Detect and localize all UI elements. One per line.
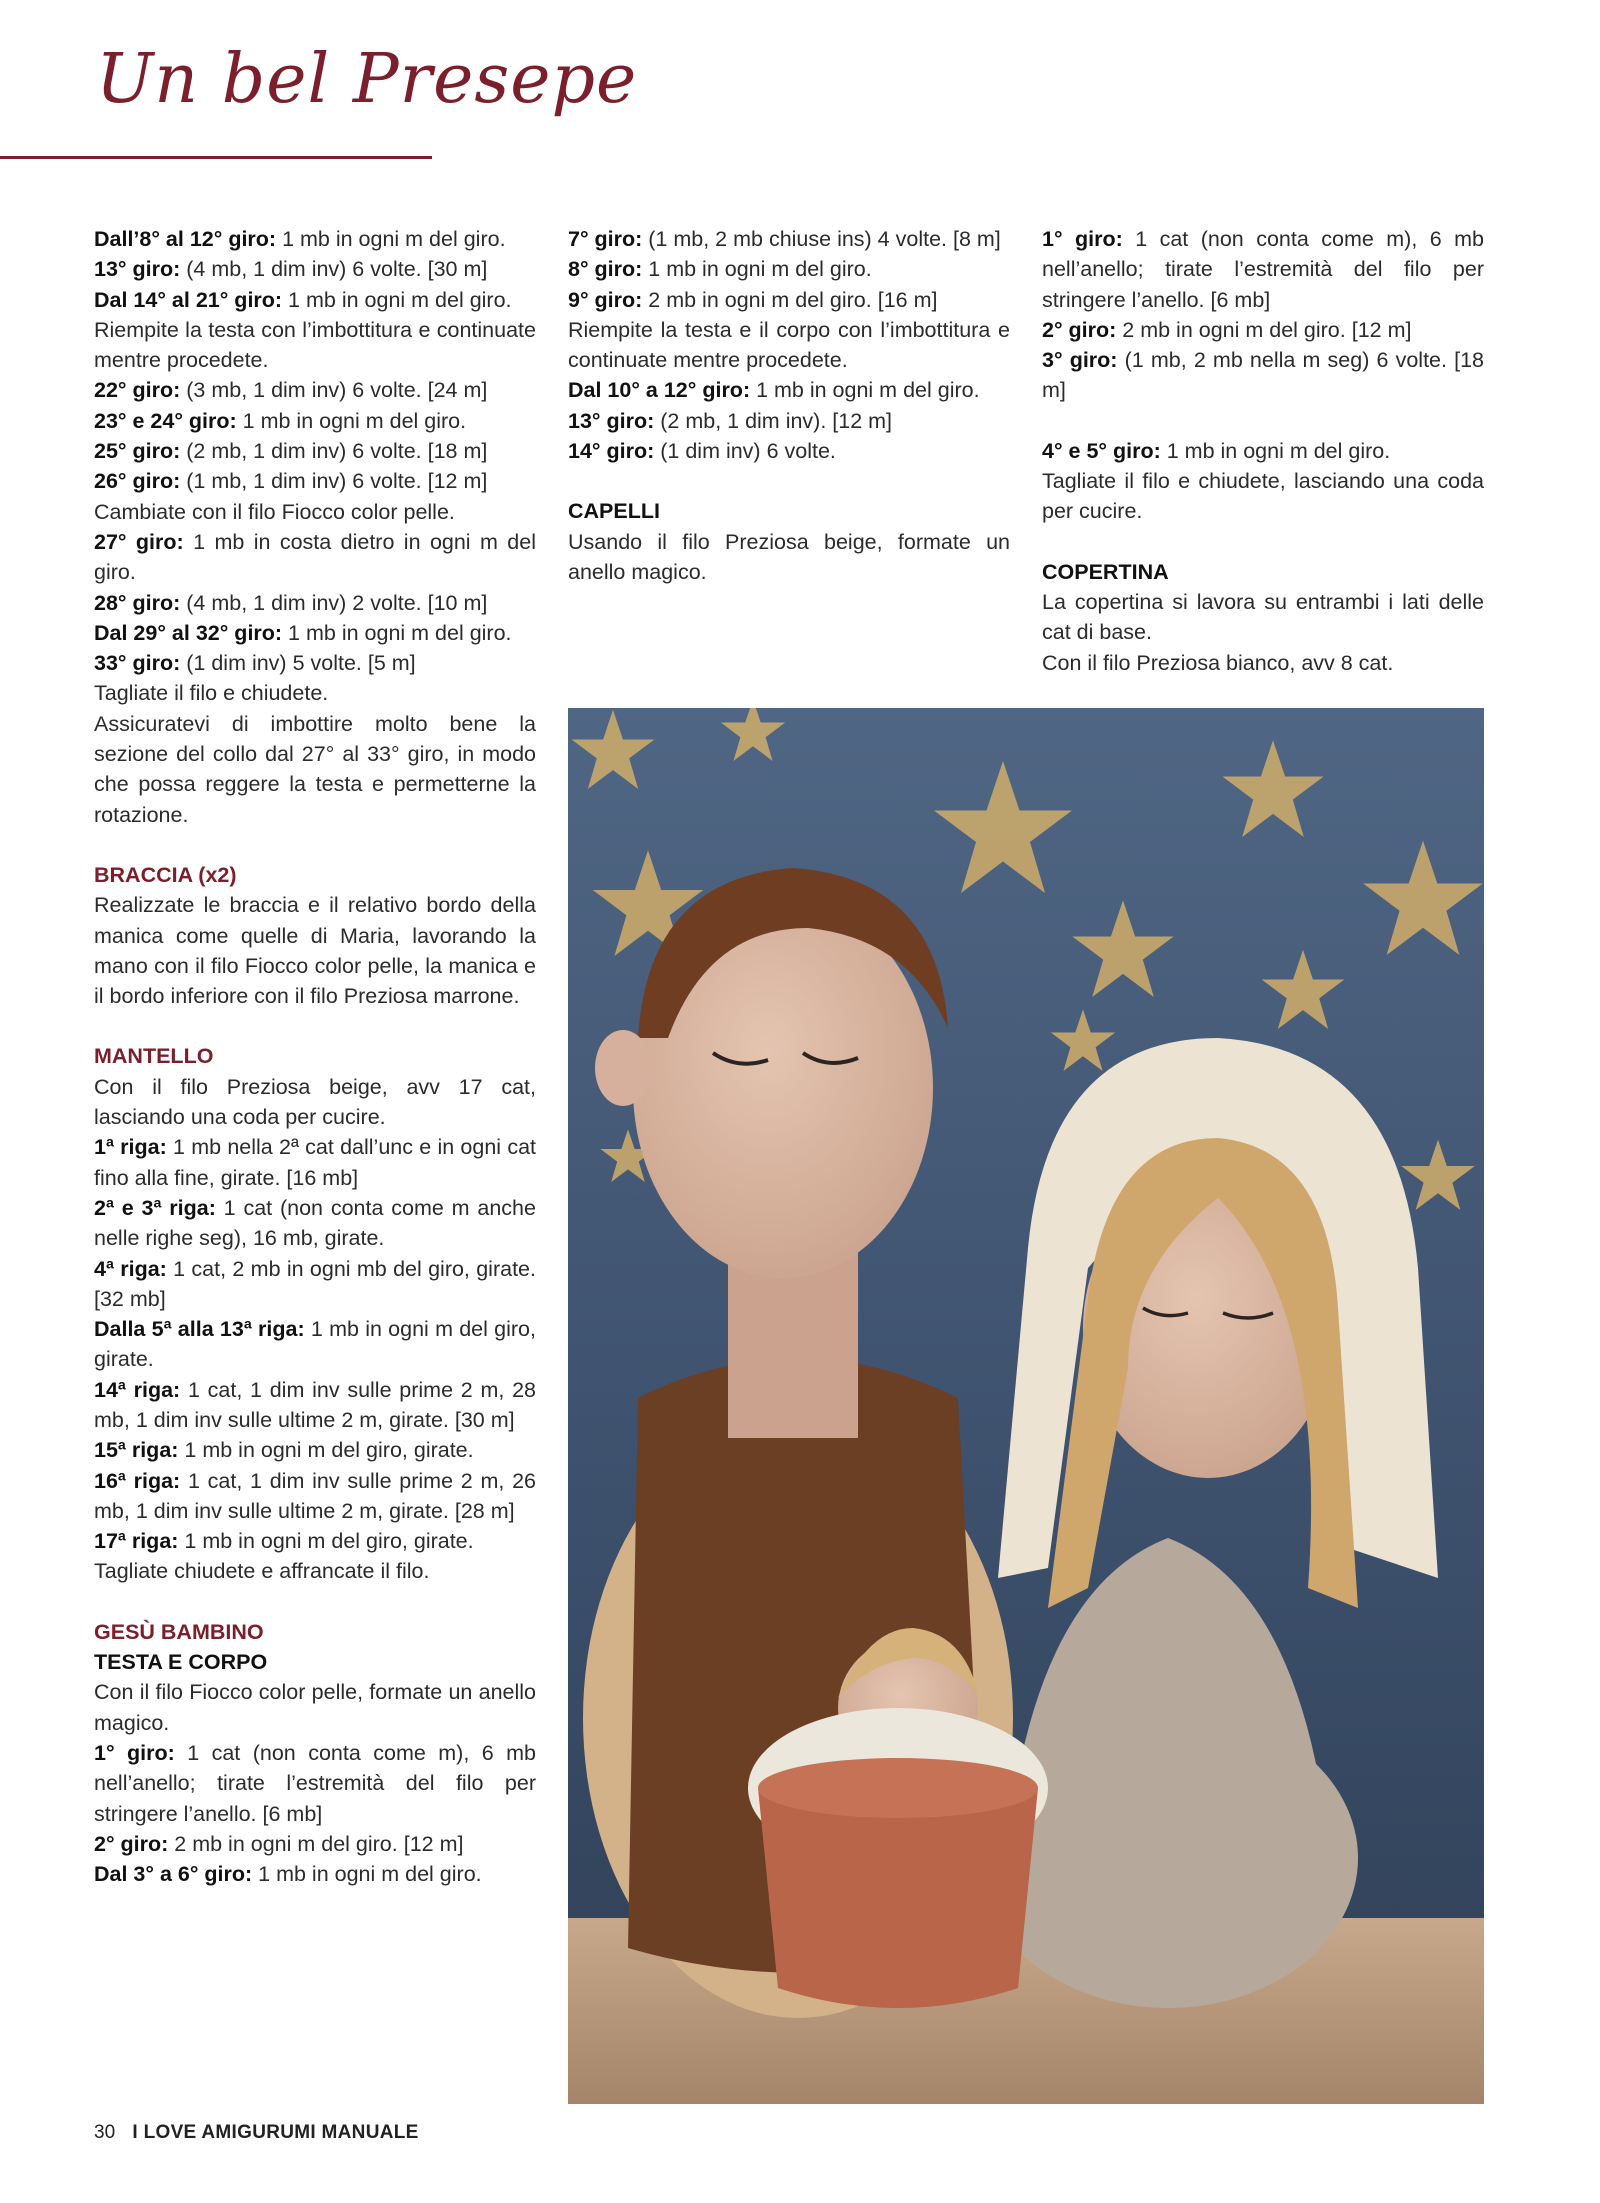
row-text: Realizzate le braccia e il relativo bordo della manica come quelle di Maria, lavorando la mano con il filo Fiocco color pelle, la manica e il bordo inferiore con il filo Preziosa marrone.: [94, 893, 536, 1009]
section-heading: MANTELLO: [94, 1044, 214, 1069]
instruction-line: [94, 1375, 536, 1436]
row-text: (2 mb, 1 dim inv). [12 m]: [654, 408, 893, 433]
row-text: Riempite la testa con l’imbottitura e continuate mentre procedete.: [94, 317, 536, 373]
instruction-line: [94, 709, 536, 830]
instruction-line: [1042, 648, 1484, 678]
row-label: 2° giro:: [1042, 317, 1117, 342]
row-label: 13° giro:: [94, 257, 181, 282]
instruction-line: [568, 436, 1010, 466]
instruction-line: [94, 466, 536, 496]
row-label: 2° giro:: [94, 1831, 169, 1856]
row-text: 1 mb in ogni m del giro.: [1160, 438, 1391, 463]
row-text: 1 cat, 1 dim inv sulle prime 2 m, 26 mb, 1 dim inv sulle ultime 2 m, girate. [28 m]: [94, 1468, 536, 1523]
row-label: 14° giro:: [568, 439, 655, 464]
row-text: 1 mb in ogni m del giro, girate.: [178, 1438, 474, 1463]
row-label: Dal 14° al 21° giro:: [94, 287, 283, 312]
paragraph-spacer: [1042, 527, 1484, 557]
row-text: Riempite la testa e il corpo con l’imbottitura e continuate mentre procedete.: [568, 317, 1010, 373]
row-label: 3° giro:: [1042, 348, 1118, 373]
row-text: 1 cat, 2 mb in ogni mb del giro, girate. [32 mb]: [94, 1256, 536, 1311]
row-label: Dal 10° a 12° giro:: [568, 378, 751, 403]
row-text: Tagliate chiudete e affrancate il filo.: [94, 1559, 430, 1584]
row-label: 8° giro:: [568, 257, 643, 282]
nativity-photo: [568, 708, 1484, 2104]
instruction-line: [94, 1829, 536, 1859]
instruction-line: [94, 618, 536, 648]
row-label: 25° giro:: [94, 439, 181, 464]
row-text: (3 mb, 1 dim inv) 6 volte. [24 m]: [180, 378, 488, 403]
paragraph-spacer: [1042, 406, 1484, 436]
instruction-line: [1042, 224, 1484, 315]
instruction-line: [1042, 315, 1484, 345]
text-column-2: [568, 224, 1010, 587]
row-text: (4 mb, 1 dim inv) 6 volte. [30 m]: [180, 257, 488, 282]
row-label: 13° giro:: [568, 408, 655, 433]
instruction-line: [568, 224, 1010, 254]
row-text: 1 mb nella 2ª cat dall’unc e in ogni cat fino alla fine, girate. [16 mb]: [94, 1135, 537, 1190]
row-label: 17ª riga:: [94, 1529, 179, 1554]
instruction-line: [94, 648, 536, 678]
instruction-line: [94, 1556, 536, 1586]
instruction-line: [94, 1859, 536, 1889]
row-label: Dall’8° al 12° giro:: [94, 227, 277, 251]
row-text: 1 cat (non conta come m anche nelle righe seg), 16 mb, girate.: [94, 1195, 536, 1251]
instruction-line: [1042, 436, 1484, 466]
section-heading: BRACCIA (x2): [94, 862, 237, 887]
row-label: 15ª riga:: [94, 1438, 179, 1463]
instruction-line: [1042, 587, 1484, 648]
row-label: Dal 3° a 6° giro:: [94, 1862, 253, 1887]
section-subheading: TESTA E CORPO: [94, 1650, 268, 1675]
instruction-line: [94, 1677, 536, 1738]
row-text: 1 cat, 1 dim inv sulle prime 2 m, 28 mb, 1 dim inv sulle ultime 2 m, girate. [30 m]: [94, 1377, 536, 1432]
row-text: 2 mb in ogni m del giro. [16 m]: [642, 287, 938, 312]
row-text: Con il filo Fiocco color pelle, formate un anello magico.: [94, 1680, 536, 1735]
section-subheading: CAPELLI: [568, 499, 660, 524]
instruction-line: [94, 1526, 536, 1556]
row-text: 1 mb in ogni m del giro.: [750, 378, 980, 403]
instruction-line: [1042, 345, 1484, 406]
row-text: Con il filo Preziosa beige, avv 17 cat, lasciando una coda per cucire.: [94, 1074, 536, 1130]
row-text: Tagliate il filo e chiudete, lasciando una coda per cucire.: [1042, 469, 1484, 524]
row-text: (1 mb, 2 mb nella m seg) 6 volte. [18 m]: [1042, 348, 1484, 403]
page-footer: [94, 2122, 419, 2144]
instruction-line: [94, 890, 536, 1011]
text-column-3: [1042, 224, 1484, 678]
instruction-line: [94, 1466, 536, 1527]
instruction-line: [94, 588, 536, 618]
section-heading: GESÙ BAMBINO: [94, 1619, 264, 1644]
text-column-1: [94, 224, 536, 1889]
row-text: Tagliate il filo e chiudete.: [94, 681, 329, 706]
row-label: 1° giro:: [1042, 227, 1123, 251]
instruction-line: [94, 1435, 536, 1465]
row-text: 1 mb in costa dietro in ogni m del giro.: [94, 529, 536, 585]
row-text: (4 mb, 1 dim inv) 2 volte. [10 m]: [180, 590, 488, 615]
row-label: 27° giro:: [94, 529, 184, 554]
instruction-line: [94, 436, 536, 466]
row-text: Con il filo Preziosa bianco, avv 8 cat.: [1042, 650, 1394, 675]
magazine-name: I LOVE AMIGURUMI MANUALE: [132, 2122, 419, 2143]
row-label: Dal 29° al 32° giro:: [94, 620, 283, 645]
instruction-line: [94, 224, 536, 254]
instruction-line: [94, 1738, 536, 1829]
row-text: (2 mb, 1 dim inv) 6 volte. [18 m]: [180, 439, 488, 464]
paragraph-spacer: [568, 466, 1010, 496]
row-text: 1 mb in ogni m del giro.: [642, 257, 872, 282]
row-label: Dalla 5ª alla 13ª riga:: [94, 1317, 305, 1342]
row-text: 1 cat (non conta come m), 6 mb nell’anello; tirate l’estremità del filo per stringere l’anello. [6 mb]: [1042, 227, 1484, 312]
row-label: 26° giro:: [94, 469, 181, 494]
row-label: 23° e 24° giro:: [94, 408, 237, 433]
row-text: 1 mb in ogni m del giro.: [276, 227, 506, 251]
instruction-line: [568, 315, 1010, 376]
row-text: 1 mb in ogni m del giro.: [252, 1862, 482, 1887]
row-label: 14ª riga:: [94, 1377, 181, 1402]
instruction-line: [94, 1193, 536, 1254]
row-text: (1 dim inv) 6 volte.: [654, 439, 836, 464]
instruction-line: [94, 1254, 536, 1315]
row-text: 1 mb in ogni m del giro.: [282, 287, 512, 312]
row-text: 2 mb in ogni m del giro. [12 m]: [1116, 317, 1412, 342]
row-label: 28° giro:: [94, 590, 181, 615]
row-text: La copertina si lavora su entrambi i lati delle cat di base.: [1042, 589, 1484, 645]
row-label: 16ª riga:: [94, 1468, 181, 1493]
title-underline: [0, 156, 432, 159]
row-text: Assicuratevi di imbottire molto bene la sezione del collo dal 27° al 33° giro, in modo che possa reggere la testa e permetterne la rotazione.: [94, 711, 536, 827]
instruction-line: [94, 254, 536, 284]
instruction-line: [94, 527, 536, 588]
instruction-line: [94, 406, 536, 436]
row-label: 22° giro:: [94, 378, 181, 403]
row-label: 7° giro:: [568, 227, 643, 251]
paragraph-spacer: [94, 1011, 536, 1041]
row-text: Usando il filo Preziosa beige, formate un anello magico.: [568, 529, 1010, 584]
row-text: 1 mb in ogni m del giro.: [236, 408, 467, 433]
instruction-line: [94, 678, 536, 708]
page-number: 30: [94, 2122, 116, 2143]
section-subheading: COPERTINA: [1042, 559, 1169, 584]
instruction-line: [568, 527, 1010, 588]
row-text: 2 mb in ogni m del giro. [12 m]: [168, 1831, 464, 1856]
instruction-line: [94, 1314, 536, 1375]
page-title: Un bel Presepe: [96, 40, 638, 119]
row-label: 1ª riga:: [94, 1135, 167, 1160]
instruction-line: [94, 497, 536, 527]
row-text: 1 mb in ogni m del giro.: [282, 620, 512, 645]
row-text: (1 dim inv) 5 volte. [5 m]: [180, 651, 416, 676]
row-text: (1 mb, 1 dim inv) 6 volte. [12 m]: [180, 469, 488, 494]
instruction-line: [568, 285, 1010, 315]
row-text: 1 cat (non conta come m), 6 mb nell’anello; tirate l’estremità del filo per stringere l’anello. [6 mb]: [94, 1740, 536, 1826]
instruction-line: [94, 375, 536, 405]
instruction-line: [94, 285, 536, 315]
instruction-line: [94, 1132, 536, 1193]
row-label: 4ª riga:: [94, 1256, 167, 1281]
row-text: (1 mb, 2 mb chiuse ins) 4 volte. [8 m]: [642, 227, 1001, 251]
row-text: Cambiate con il filo Fiocco color pelle.: [94, 499, 455, 524]
row-label: 33° giro:: [94, 651, 181, 676]
row-text: 1 mb in ogni m del giro, girate.: [178, 1529, 474, 1554]
row-label: 1° giro:: [94, 1740, 175, 1765]
instruction-line: [568, 406, 1010, 436]
row-label: 9° giro:: [568, 287, 643, 312]
instruction-line: [568, 375, 1010, 405]
row-label: 4° e 5° giro:: [1042, 438, 1161, 463]
paragraph-spacer: [94, 830, 536, 860]
row-label: 2ª e 3ª riga:: [94, 1195, 216, 1220]
instruction-line: [94, 315, 536, 376]
instruction-line: [568, 254, 1010, 284]
instruction-line: [1042, 466, 1484, 527]
row-text: 1 mb in ogni m del giro, girate.: [94, 1317, 536, 1372]
instruction-line: [94, 1072, 536, 1133]
paragraph-spacer: [94, 1587, 536, 1617]
